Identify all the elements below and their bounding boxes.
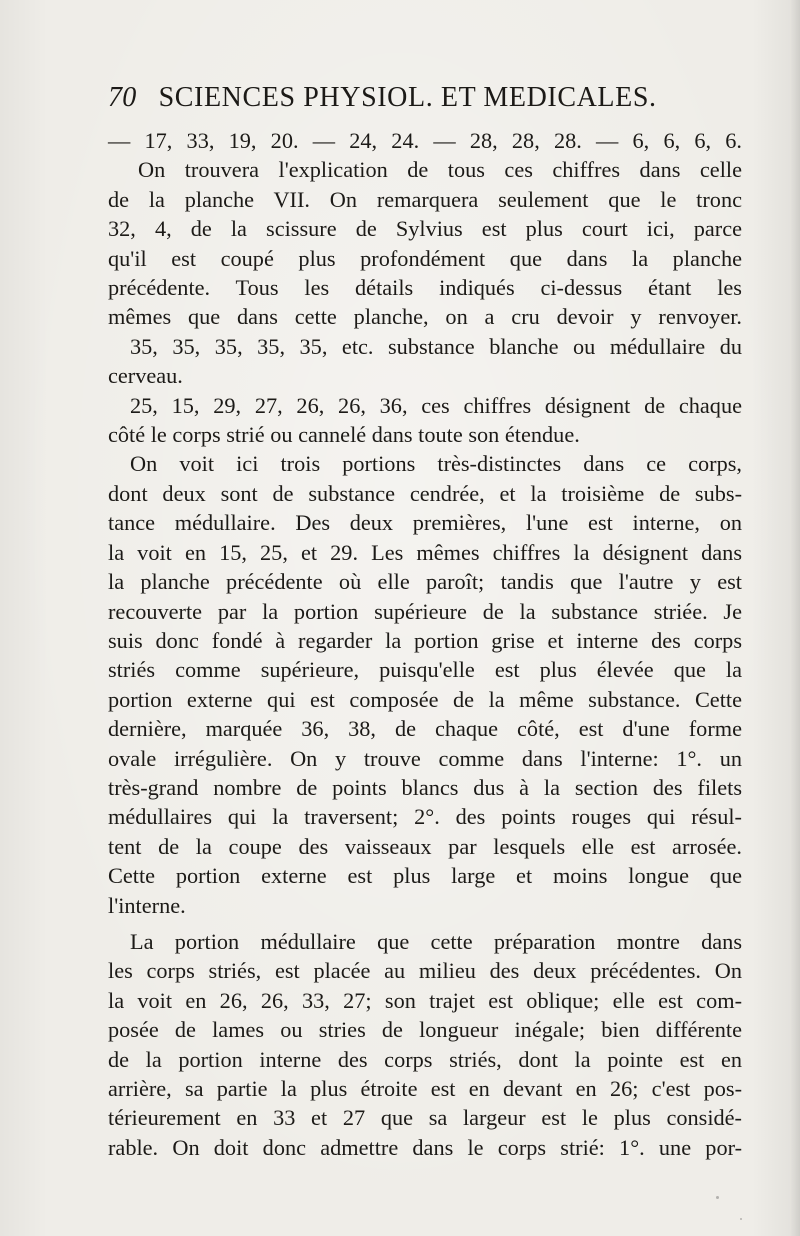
- text-line: 25, 15, 29, 27, 26, 26, 36, ces chiffres désignent de chaque: [130, 392, 742, 418]
- text-line: suis donc fondé à regarder la portion grise et interne des corps: [108, 627, 742, 653]
- text-line: dont deux sont de substance cendrée, et la troisième de subs-: [108, 480, 742, 506]
- text-line: portion externe qui est composée de la même substance. Cette: [108, 686, 742, 712]
- page-number: 70: [108, 82, 137, 113]
- paper-speck: [740, 1218, 742, 1220]
- text-line: La portion médullaire que cette préparation montre dans: [130, 928, 742, 954]
- text-line: On voit ici trois portions très-distinctes dans ce corps,: [130, 451, 742, 477]
- text-line: la voit en 26, 26, 33, 27; son trajet est oblique; elle est com-: [108, 987, 742, 1013]
- text-line: arrière, sa partie la plus étroite est en devant en 26; c'est pos-: [108, 1076, 742, 1101]
- text-line: dernière, marquée 36, 38, de chaque côté, est d'une forme: [108, 716, 742, 742]
- text-line: côté le corps strié ou cannelé dans toute son étendue.: [108, 422, 580, 448]
- running-title: SCIENCES PHYSIOL. ET MEDICALES.: [158, 82, 657, 113]
- text-line: recouverte par la portion supérieure de la substance striée. Je: [108, 598, 742, 624]
- text-line: tent de la coupe des vaisseaux par lesquels elle est arrosée.: [108, 833, 742, 859]
- text-line: de la portion interne des corps striés, dont la pointe est en: [108, 1046, 742, 1072]
- text-line: térieurement en 33 et 27 que sa largeur est le plus considé-: [108, 1105, 742, 1131]
- text-line: rable. On doit donc admettre dans le corps strié: 1°. une por-: [108, 1134, 742, 1160]
- text-line: cerveau.: [108, 363, 183, 389]
- text-line: précédente. Tous les détails indiqués ci-dessus étant les: [108, 275, 742, 301]
- text-line: ovale irrégulière. On y trouve comme dans l'interne: 1°. un: [108, 745, 742, 771]
- text-line: On trouvera l'explication de tous ces chiffres dans celle: [138, 157, 742, 183]
- paragraph-gap: [108, 920, 742, 927]
- paper-speck: [716, 1196, 719, 1199]
- text-line: tance médullaire. Des deux premières, l'une est interne, on: [108, 510, 742, 536]
- text-line: très-grand nombre de points blancs dus à la section des filets: [108, 774, 742, 800]
- text-line: 32, 4, de la scissure de Sylvius est plus court ici, parce: [108, 216, 742, 242]
- text-line: Cette portion externe est plus large et moins longue que: [108, 863, 742, 889]
- text-line: de la planche VII. On remarquera seulement que le tronc: [108, 186, 742, 212]
- body-text: [108, 126, 742, 1162]
- text-line: striés comme supérieure, puisqu'elle est plus élevée que la: [108, 657, 742, 683]
- page-edge-shadow: [790, 0, 800, 1236]
- text-line: — 17, 33, 19, 20. — 24, 24. — 28, 28, 28. — 6, 6, 6, 6.: [108, 128, 742, 153]
- text-line: la planche précédente où elle paroît; tandis que l'autre y est: [108, 569, 742, 595]
- text-line: mêmes que dans cette planche, on a cru devoir y renvoyer.: [108, 304, 742, 330]
- text-line: qu'il est coupé plus profondément que dans la planche: [108, 245, 742, 271]
- text-line: les corps striés, est placée au milieu des deux précédentes. On: [108, 958, 742, 984]
- text-line: médullaires qui la traversent; 2°. des points rouges qui résul-: [108, 804, 742, 830]
- text-line: 35, 35, 35, 35, 35, etc. substance blanche ou médullaire du: [130, 333, 742, 359]
- text-line: la voit en 15, 25, et 29. Les mêmes chiffres la désignent dans: [108, 539, 742, 565]
- page-header: [108, 82, 693, 116]
- text-line: l'interne.: [108, 892, 186, 918]
- text-line: posée de lames ou stries de longueur inégale; bien différente: [108, 1017, 742, 1043]
